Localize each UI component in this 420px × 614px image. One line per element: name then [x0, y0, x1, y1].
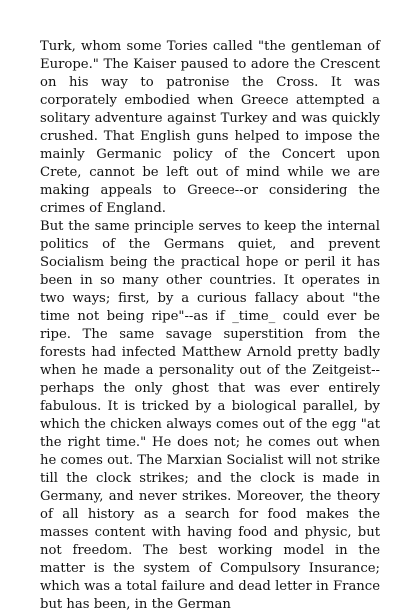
document-page: [40, 38, 380, 614]
paragraph-1-text: Turk, whom some Tories called "the gentleman of Europe." The Kaiser paused to adore the Crescent on his way to patronise the Cross. It was corporately embodied when Greece attempted a solitary adventure against Turkey and was quickly crushed. That English guns helped to impose the mainly Germanic policy of the Concert upon Crete, cannot be left out of mind while we are making appeals to Greece--or considering the crimes of England.: [40, 39, 380, 216]
paragraph-2-text: But the same principle serves to keep the internal politics of the Germans quiet, and prevent Socialism being the practical hope or peril it has been in so many other countries. It operates in two ways; first, by a curious fallacy about "the time not being ripe"--as if _time_ could ever be ripe. The same savage superstition from the forests had infected Matthew Arnold pretty badly when he made a personality out of the Zeitgeist--perhaps the only ghost that was ever entirely fabulous. It is tricked by a biological parallel, by which the chicken always comes out of the egg "at the right time." He does not; he comes out when he comes out. The Marxian Socialist will not strike till the clock strikes; and the clock is made in Germany, and never strikes. Moreover, the theory of all history as a search for food makes the masses content with having food and physic, but not freedom. The best working model in the matter is the system of Compulsory Insurance; which was a total failure and dead letter in France but has been, in the German: [40, 219, 380, 612]
paragraph-1: [40, 38, 380, 218]
paragraph-2: [40, 218, 380, 614]
